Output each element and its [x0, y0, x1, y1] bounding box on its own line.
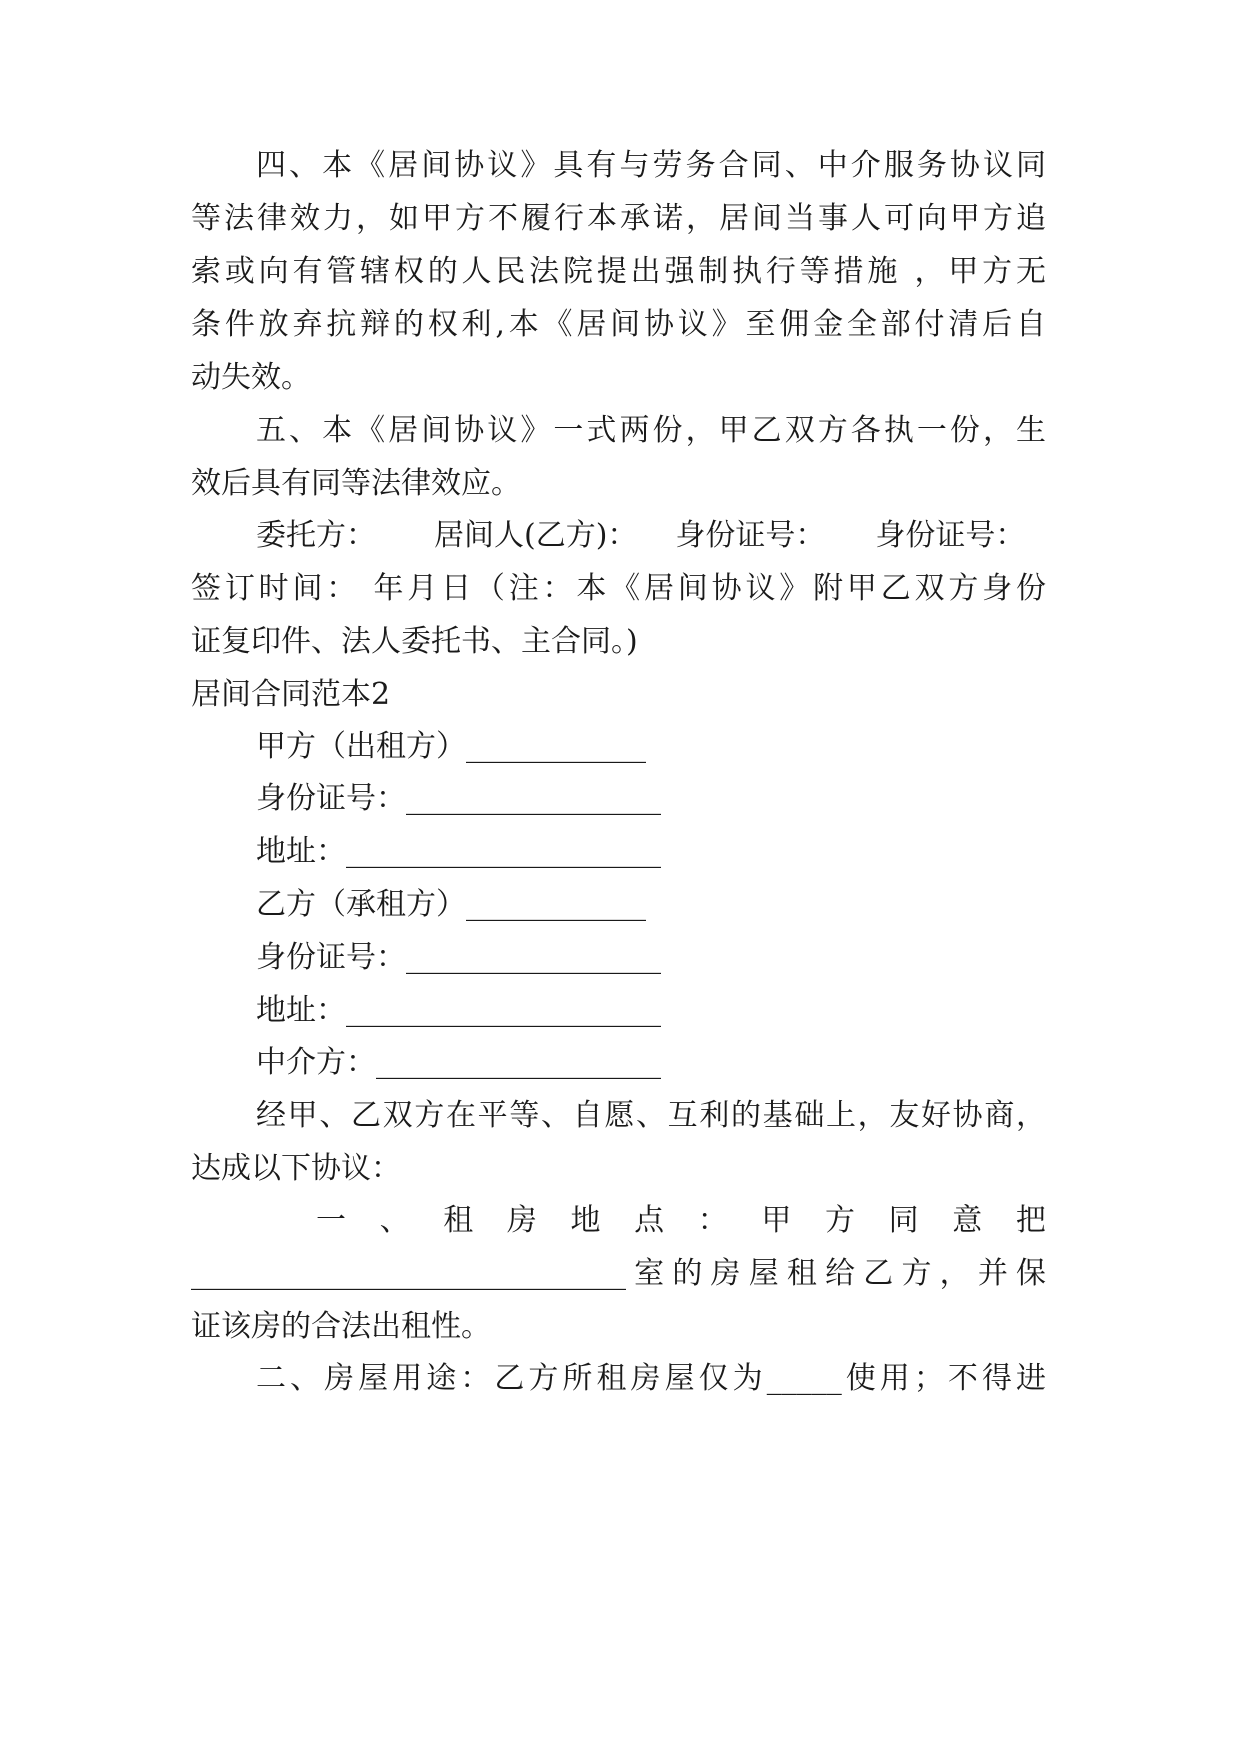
para4-line-2: 等法律效力，如甲方不履行本承诺，居间当事人可向甲方追	[191, 201, 1046, 236]
sign-date-line: 签订时间： 年月日（注：本《居间协议》附甲乙双方身份	[191, 571, 1046, 606]
para4-line-5: 动失效。	[191, 360, 311, 395]
para4-line-3: 索或向有管辖权的人民法院提出强制执行等措施 ，甲方无	[191, 254, 1046, 289]
intro-line-2: 达成以下协议：	[191, 1151, 401, 1186]
party-a-field: 甲方（出租方）____________	[256, 729, 646, 764]
party-b-address-field: 地址：_____________________	[256, 993, 661, 1028]
clause1-char: 租	[443, 1203, 474, 1238]
id-label-1: 身份证号：	[675, 518, 826, 553]
party-a-address-field: 地址：_____________________	[256, 834, 661, 869]
para5-line-1: 五、本《居间协议》一式两份，甲乙双方各执一份，生	[256, 413, 1046, 448]
clause1-char: 、	[379, 1203, 410, 1238]
clause1-char: 房	[506, 1203, 537, 1238]
party-b-field: 乙方（承租方）____________	[256, 887, 646, 922]
clause1-heading	[316, 1201, 1046, 1241]
intro-line-1: 经甲、乙双方在平等、自愿、互利的基础上，友好协商，	[256, 1098, 1046, 1133]
intermediary-label: 居间人(乙方)：	[434, 518, 638, 553]
section-title: 居间合同范本2	[191, 677, 391, 712]
party-b-id-field: 身份证号：_________________	[256, 940, 661, 975]
clause1-char: 同	[888, 1203, 919, 1238]
agent-field: 中介方：___________________	[256, 1045, 661, 1080]
clause1-line-2: _____________________________室的房屋租给乙方，并保	[191, 1256, 1046, 1291]
clause1-char: 甲	[761, 1203, 792, 1238]
para4-line-4: 条件放弃抗辩的权利,本《居间协议》至佣金全部付清后自	[191, 307, 1046, 342]
principal-label: 委托方：	[256, 518, 376, 553]
id-label-2: 身份证号：	[875, 518, 1026, 553]
sign-note-line: 证复印件、法人委托书、主合同。)	[191, 624, 638, 659]
clause2-line: 二、房屋用途：乙方所租房屋仅为_____使用；不得进	[256, 1361, 1046, 1396]
clause1-char: 一	[316, 1203, 346, 1238]
clause1-char: 点	[634, 1203, 665, 1238]
clause1-char: 方	[825, 1203, 855, 1238]
clause1-line-3: 证该房的合法出租性。	[191, 1309, 491, 1344]
signature-row	[256, 516, 1046, 556]
para5-line-2: 效后具有同等法律效应。	[191, 466, 521, 501]
clause1-char: 地	[570, 1203, 601, 1238]
para4-line-1: 四、本《居间协议》具有与劳务合同、中介服务协议同	[256, 148, 1046, 183]
clause1-char: 把	[1015, 1203, 1046, 1238]
party-a-id-field: 身份证号：_________________	[256, 781, 661, 816]
clause1-char: ：	[697, 1203, 728, 1238]
clause1-char: 意	[952, 1203, 983, 1238]
